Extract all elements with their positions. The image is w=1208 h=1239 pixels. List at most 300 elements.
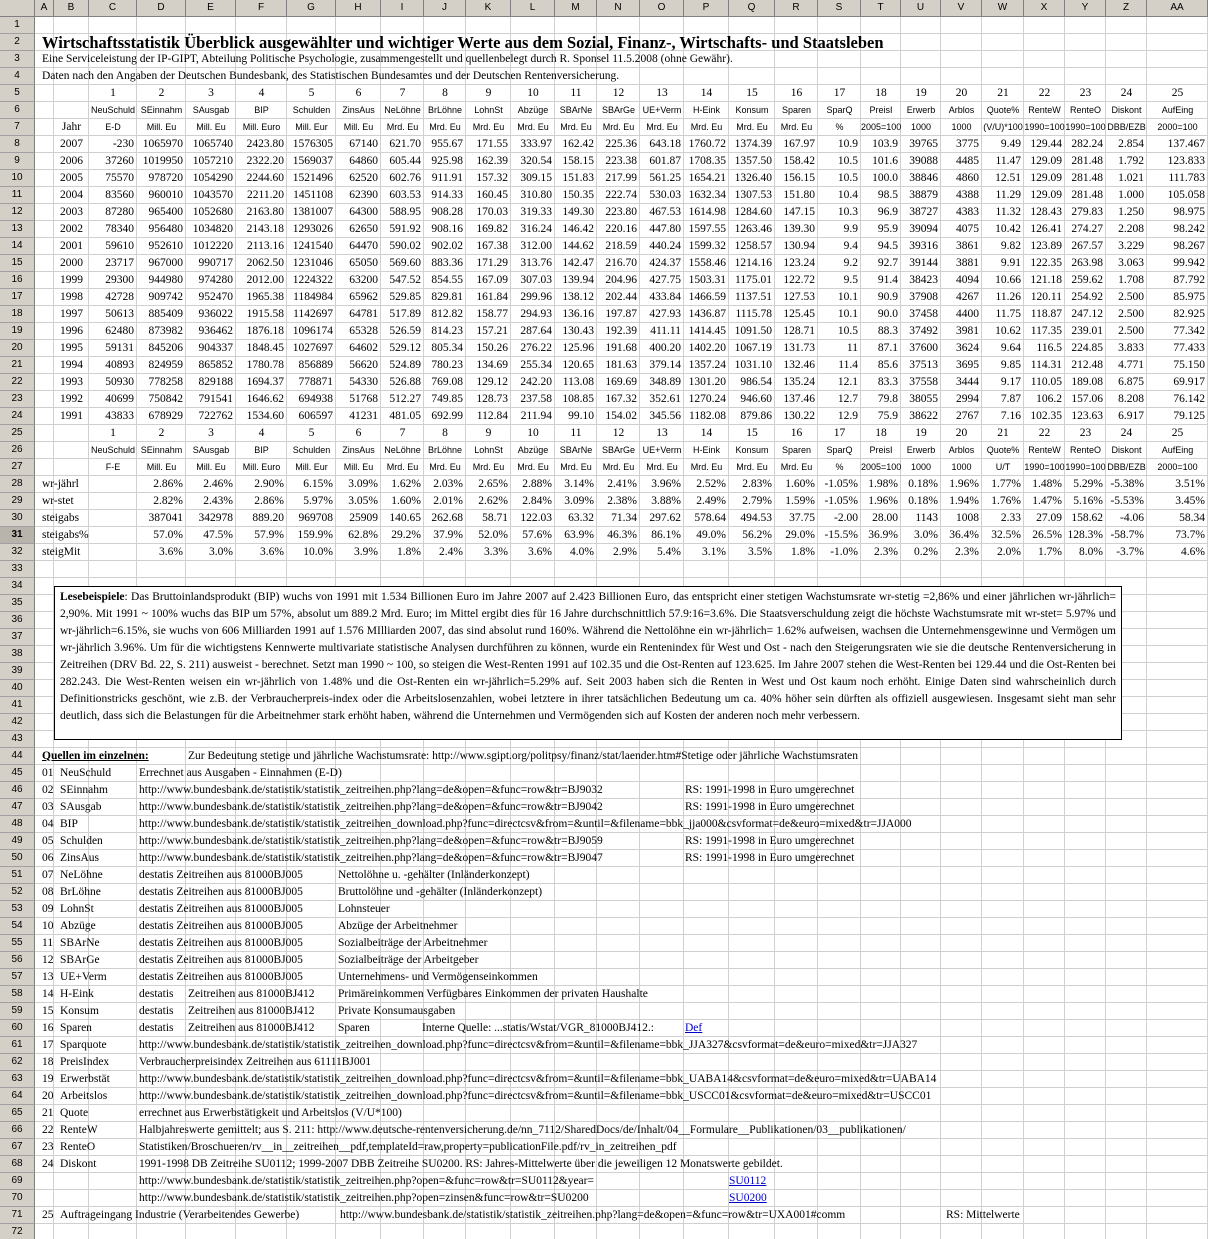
stat-cell[interactable]: 2.52% (696, 478, 726, 490)
stat-cell[interactable]: 1.77% (991, 478, 1021, 490)
row-header-17[interactable]: 17 (0, 289, 35, 306)
stat-cell[interactable]: -3.7% (1116, 546, 1144, 558)
data-cell[interactable]: 909742 (148, 291, 183, 303)
series-name-header[interactable]: LohnSt (474, 445, 503, 455)
data-cell[interactable]: 64300 (349, 206, 378, 218)
data-cell[interactable]: 112.84 (476, 410, 508, 422)
stat-cell[interactable]: 2.49% (696, 495, 726, 507)
data-cell[interactable]: 162.42 (562, 138, 594, 150)
data-cell[interactable]: 110.05 (1030, 376, 1062, 388)
data-cell[interactable]: 79.125 (1173, 410, 1205, 422)
row-header-43[interactable]: 43 (0, 731, 35, 748)
unit-header[interactable]: Mrd. Eu (560, 122, 592, 132)
data-cell[interactable]: 1184984 (293, 291, 333, 303)
stat-cell[interactable]: 3.09% (564, 495, 594, 507)
data-cell[interactable]: 1057210 (192, 155, 233, 167)
stat-cell[interactable]: 1.48% (1032, 478, 1062, 490)
data-cell[interactable]: 1284.60 (734, 206, 772, 218)
stat-cell[interactable]: 3.6% (260, 546, 284, 558)
stat-cell[interactable]: 494.53 (740, 512, 772, 524)
data-cell[interactable]: 90.9 (877, 291, 898, 303)
data-cell[interactable]: 123.833 (1167, 155, 1205, 167)
unit-header[interactable]: Mrd. Eu (780, 462, 813, 472)
data-cell[interactable]: 282.24 (1071, 138, 1103, 150)
data-cell[interactable]: 530.03 (649, 189, 681, 201)
data-cell[interactable]: 98.5 (877, 189, 898, 201)
year-cell[interactable]: 1992 (60, 393, 83, 405)
data-cell[interactable]: 10.66 (995, 274, 1021, 286)
data-cell[interactable]: 9.5 (843, 274, 858, 286)
series-name-header[interactable]: Sparen (781, 105, 812, 115)
stat-label[interactable]: steigMit (42, 546, 81, 558)
row-header-47[interactable]: 47 (0, 799, 35, 816)
data-cell[interactable]: 162.39 (476, 155, 508, 167)
data-cell[interactable]: 62480 (105, 325, 134, 337)
stat-cell[interactable]: 158.62 (1071, 512, 1103, 524)
stat-cell[interactable]: 1.59% (785, 495, 815, 507)
column-number[interactable]: 20 (955, 427, 968, 439)
data-cell[interactable]: 4383 (956, 206, 979, 218)
source-note[interactable]: Lohnsteuer (338, 903, 390, 915)
data-cell[interactable]: 96.9 (877, 206, 898, 218)
data-cell[interactable]: 1521496 (292, 172, 333, 184)
source-number[interactable]: 11 (42, 937, 54, 949)
row-header-54[interactable]: 54 (0, 918, 35, 935)
data-cell[interactable]: 2423.80 (246, 138, 284, 150)
unit-header[interactable]: Mill. Eur (295, 122, 328, 132)
series-name-header[interactable]: SparQ (826, 445, 853, 455)
data-cell[interactable]: 225.36 (605, 138, 637, 150)
column-number[interactable]: 10 (527, 87, 539, 99)
data-cell[interactable]: 237.58 (520, 393, 552, 405)
stat-cell[interactable]: 3.45% (1175, 495, 1205, 507)
source-series-name[interactable]: PreisIndex (60, 1056, 110, 1068)
column-header-b[interactable]: B (54, 0, 89, 17)
data-cell[interactable]: 158.77 (476, 308, 508, 320)
data-cell[interactable]: 87280 (105, 206, 134, 218)
data-cell[interactable]: 467.53 (649, 206, 681, 218)
data-cell[interactable]: 9.49 (1000, 138, 1021, 150)
data-cell[interactable]: 129.44 (1030, 138, 1062, 150)
data-cell[interactable]: 149.30 (562, 206, 594, 218)
data-cell[interactable]: 814.23 (431, 325, 463, 337)
unit-header[interactable]: Mrd. Eu (472, 122, 505, 132)
data-cell[interactable]: 427.93 (649, 308, 681, 320)
data-cell[interactable]: 307.03 (520, 274, 552, 286)
row-header-68[interactable]: 68 (0, 1156, 35, 1173)
column-number[interactable]: 23 (1079, 427, 1092, 439)
data-cell[interactable]: 333.97 (520, 138, 552, 150)
stat-cell[interactable]: 58.34 (1179, 512, 1205, 524)
stat-label[interactable]: wr-stet (42, 495, 74, 507)
data-cell[interactable]: 157.06 (1071, 393, 1103, 405)
data-cell[interactable]: 2.854 (1118, 138, 1144, 150)
source-text[interactable]: destatis Zeitreihen aus 81000BJ005 (139, 903, 303, 915)
column-number[interactable]: 7 (399, 87, 406, 99)
data-cell[interactable]: 77.342 (1173, 325, 1205, 337)
data-cell[interactable]: 9.82 (1000, 240, 1021, 252)
data-cell[interactable]: 11.4 (838, 359, 858, 371)
row-header-41[interactable]: 41 (0, 697, 35, 714)
data-cell[interactable]: 1142697 (293, 308, 333, 320)
source-text[interactable]: errechnet aus Erwerbstätigkeit und Arbeitslos (V/U*100) (139, 1107, 402, 1119)
year-cell[interactable]: 1991 (60, 410, 83, 422)
unit-header[interactable]: Mrd. Eu (429, 462, 461, 472)
data-cell[interactable]: 37600 (909, 342, 938, 354)
data-cell[interactable]: 101.6 (872, 155, 898, 167)
stat-cell[interactable]: 71.34 (611, 512, 637, 524)
data-cell[interactable]: 223.80 (605, 206, 637, 218)
data-cell[interactable]: 1224322 (292, 274, 333, 286)
data-cell[interactable]: 9.64 (1000, 342, 1021, 354)
data-cell[interactable]: 427.75 (649, 274, 681, 286)
data-cell[interactable]: 6.875 (1118, 376, 1144, 388)
series-name-header[interactable]: Quote% (986, 105, 1020, 115)
data-cell[interactable]: 121.18 (1030, 274, 1062, 286)
data-cell[interactable]: 7.87 (1000, 393, 1021, 405)
data-cell[interactable]: 1.250 (1118, 206, 1144, 218)
data-cell[interactable]: 12.1 (837, 376, 858, 388)
data-cell[interactable]: 1293026 (292, 223, 333, 235)
series-name-header[interactable]: SBArNe (559, 105, 593, 115)
row-header-12[interactable]: 12 (0, 204, 35, 221)
source-note[interactable]: Private Konsumausgaben (338, 1005, 456, 1017)
data-cell[interactable]: 100.0 (872, 172, 898, 184)
data-cell[interactable]: 9.91 (1000, 257, 1021, 269)
series-name-header[interactable]: Schulden (292, 445, 331, 455)
row-header-65[interactable]: 65 (0, 1105, 35, 1122)
column-number[interactable]: 21 (997, 87, 1009, 99)
data-cell[interactable]: 10.5 (837, 155, 858, 167)
data-cell[interactable]: 352.61 (649, 393, 681, 405)
data-cell[interactable]: 171.29 (476, 257, 508, 269)
column-number[interactable]: 13 (656, 427, 668, 439)
row-header-2[interactable]: 2 (0, 34, 35, 51)
column-header-aa[interactable]: AA (1147, 0, 1208, 17)
data-cell[interactable]: 142.47 (562, 257, 594, 269)
source-text[interactable]: Verbraucherpreisindex Zeitreihen aus 61111BJ001 (139, 1056, 372, 1068)
stat-cell[interactable]: 1.76% (991, 495, 1021, 507)
row-header-21[interactable]: 21 (0, 357, 35, 374)
year-cell[interactable]: 2004 (60, 189, 83, 201)
stat-cell[interactable]: 262.68 (431, 512, 463, 524)
data-cell[interactable]: 10.9 (837, 138, 858, 150)
data-cell[interactable]: 605.44 (389, 155, 421, 167)
series-name-header[interactable]: Arblos (948, 105, 975, 115)
series-name-header[interactable]: LohnSt (474, 105, 503, 115)
data-cell[interactable]: 59610 (105, 240, 134, 252)
data-cell[interactable]: 10.3 (837, 206, 858, 218)
series-name-header[interactable]: SparQ (826, 105, 853, 115)
column-number[interactable]: 2 (158, 427, 165, 439)
source-number[interactable]: 15 (42, 1005, 54, 1017)
series-name-header[interactable]: Abzüge (517, 445, 549, 455)
data-cell[interactable]: 856889 (298, 359, 333, 371)
source-text[interactable]: http://www.bundesbank.de/statistik/statistik_zeitreihen_download.php?func=directcsv&from=&until=&filename=bbk_USCC01&csvformat=de&euro=mixed&tr=USCC01 (139, 1090, 932, 1102)
stat-cell[interactable]: -1.0% (830, 546, 858, 558)
data-cell[interactable]: 313.76 (520, 257, 552, 269)
row-header-32[interactable]: 32 (0, 544, 35, 561)
column-number[interactable]: 9 (485, 87, 492, 99)
data-cell[interactable]: 65962 (349, 291, 378, 303)
data-cell[interactable]: 601.87 (649, 155, 681, 167)
source-note[interactable]: RS: 1991-1998 in Euro umgerechnet (685, 852, 855, 864)
unit-header[interactable]: E-D (105, 122, 121, 132)
row-header-8[interactable]: 8 (0, 136, 35, 153)
series-name-header[interactable]: PreisI (869, 445, 893, 455)
source-note[interactable]: Interne Quelle: ...statis/Wstat/VGR_81000BJ412.: (422, 1022, 654, 1034)
data-cell[interactable]: 2322.20 (246, 155, 284, 167)
data-cell[interactable]: 294.93 (520, 308, 552, 320)
data-cell[interactable]: 191.68 (605, 342, 637, 354)
data-cell[interactable]: 1654.21 (688, 172, 726, 184)
data-cell[interactable]: 128.71 (783, 325, 815, 337)
series-name-header[interactable]: NeuSchuld (90, 105, 136, 115)
column-number[interactable]: 4 (258, 427, 265, 439)
data-cell[interactable]: 1.021 (1118, 172, 1144, 184)
data-cell[interactable]: 3861 (956, 240, 979, 252)
data-cell[interactable]: 151.80 (783, 189, 815, 201)
select-all-corner[interactable] (0, 0, 35, 17)
data-cell[interactable]: 1646.62 (246, 393, 284, 405)
data-cell[interactable]: 239.01 (1071, 325, 1103, 337)
data-cell[interactable]: 39094 (909, 223, 938, 235)
series-name-header[interactable]: SEinnahm (140, 445, 183, 455)
year-cell[interactable]: 2000 (60, 257, 83, 269)
source-series-name[interactable]: LohnSt (60, 903, 94, 915)
row-header-66[interactable]: 66 (0, 1122, 35, 1139)
data-cell[interactable]: 2113.16 (247, 240, 284, 252)
data-cell[interactable]: 108.85 (562, 393, 594, 405)
column-number[interactable]: 15 (746, 87, 758, 99)
data-cell[interactable]: 132.46 (783, 359, 815, 371)
unit-header[interactable]: (V/U)*100 (983, 122, 1023, 132)
data-cell[interactable]: 129.09 (1030, 172, 1062, 184)
data-cell[interactable]: 64860 (349, 155, 378, 167)
stat-cell[interactable]: 2.3% (874, 546, 898, 558)
data-cell[interactable]: 529.85 (389, 291, 421, 303)
data-cell[interactable]: 167.97 (783, 138, 815, 150)
data-cell[interactable]: 2012.00 (246, 274, 284, 286)
stat-cell[interactable]: 2.4% (439, 546, 463, 558)
data-cell[interactable]: 299.96 (520, 291, 552, 303)
row-header-29[interactable]: 29 (0, 493, 35, 510)
series-name-header[interactable]: BIP (254, 105, 269, 115)
source-number[interactable]: 22 (42, 1124, 54, 1136)
row-header-31[interactable]: 31 (0, 527, 35, 544)
data-cell[interactable]: 56620 (349, 359, 378, 371)
series-name-header[interactable]: BIP (254, 445, 269, 455)
stat-cell[interactable]: 1.7% (1038, 546, 1062, 558)
row-header-36[interactable]: 36 (0, 612, 35, 629)
stat-cell[interactable]: 3.88% (651, 495, 681, 507)
row-header-63[interactable]: 63 (0, 1071, 35, 1088)
data-cell[interactable]: 1381007 (292, 206, 333, 218)
data-cell[interactable]: 845206 (148, 342, 183, 354)
column-number[interactable]: 3 (208, 87, 214, 99)
row-header-71[interactable]: 71 (0, 1207, 35, 1224)
source-note[interactable]: Nettolöhne u. -gehälter (Inländerkonzept) (338, 869, 530, 881)
year-cell[interactable]: 1998 (60, 291, 83, 303)
data-cell[interactable]: 136.16 (562, 308, 594, 320)
row-header-64[interactable]: 64 (0, 1088, 35, 1105)
column-header-x[interactable]: X (1024, 0, 1065, 17)
data-cell[interactable]: 11.47 (995, 155, 1021, 167)
column-number[interactable]: 13 (656, 87, 668, 99)
row-header-49[interactable]: 49 (0, 833, 35, 850)
source-number[interactable]: 20 (42, 1090, 54, 1102)
data-cell[interactable]: 38846 (909, 172, 938, 184)
column-number[interactable]: 14 (700, 427, 713, 439)
stat-cell[interactable]: 2.90% (254, 478, 284, 490)
data-cell[interactable]: 114.31 (1030, 359, 1062, 371)
column-number[interactable]: 4 (258, 87, 265, 99)
data-cell[interactable]: 936462 (198, 325, 233, 337)
column-number[interactable]: 5 (308, 427, 315, 439)
column-number[interactable]: 14 (700, 87, 713, 99)
data-cell[interactable]: 643.18 (649, 138, 681, 150)
stat-cell[interactable]: 29.2% (391, 529, 421, 541)
row-header-52[interactable]: 52 (0, 884, 35, 901)
data-cell[interactable]: 348.89 (649, 376, 681, 388)
data-cell[interactable]: 400.20 (649, 342, 681, 354)
unit-header[interactable]: U/T (995, 462, 1011, 472)
row-header-62[interactable]: 62 (0, 1054, 35, 1071)
row-header-46[interactable]: 46 (0, 782, 35, 799)
data-cell[interactable]: 64781 (349, 308, 378, 320)
source-text[interactable]: destatis (139, 1022, 174, 1034)
column-header-q[interactable]: Q (729, 0, 775, 17)
data-cell[interactable]: 2211.20 (247, 189, 284, 201)
series-name-header[interactable]: NeLöhne (384, 445, 421, 455)
data-cell[interactable]: 147.15 (783, 206, 815, 218)
data-cell[interactable]: 12.51 (995, 172, 1021, 184)
source-series-name[interactable]: BrLöhne (60, 886, 101, 898)
data-cell[interactable]: 411.11 (650, 325, 681, 337)
source-series-name[interactable]: Arbeitslos (60, 1090, 108, 1102)
year-cell[interactable]: 1999 (60, 274, 83, 286)
data-cell[interactable]: 2143.18 (246, 223, 284, 235)
data-cell[interactable]: 4485 (956, 155, 979, 167)
stat-cell[interactable]: 3.5% (748, 546, 772, 558)
data-cell[interactable]: 11.75 (995, 308, 1021, 320)
column-header-s[interactable]: S (818, 0, 861, 17)
source-note[interactable]: RS: 1991-1998 in Euro umgerechnet (685, 801, 855, 813)
column-header-l[interactable]: L (511, 0, 555, 17)
data-cell[interactable]: 2244.60 (246, 172, 284, 184)
series-name-header[interactable]: Schulden (292, 105, 331, 115)
data-cell[interactable]: 1027697 (292, 342, 333, 354)
column-number[interactable]: 12 (612, 427, 625, 439)
data-cell[interactable]: 99.942 (1173, 257, 1205, 269)
data-cell[interactable]: 1915.58 (246, 308, 284, 320)
data-cell[interactable]: 287.64 (520, 325, 552, 337)
unit-header[interactable]: 2000=100 (1157, 462, 1198, 472)
unit-header[interactable]: Mill. Eu (196, 462, 226, 472)
data-cell[interactable]: 829188 (198, 376, 233, 388)
row-header-60[interactable]: 60 (0, 1020, 35, 1037)
row-header-13[interactable]: 13 (0, 221, 35, 238)
stat-cell[interactable]: 3.0% (914, 529, 938, 541)
unit-header[interactable]: Mrd. Eu (386, 122, 419, 132)
series-name-header[interactable]: SBArGe (601, 105, 635, 115)
data-cell[interactable]: 561.25 (649, 172, 681, 184)
data-cell[interactable]: 911.91 (431, 172, 463, 184)
source-text[interactable]: destatis Zeitreihen aus 81000BJ005 (139, 869, 303, 881)
data-cell[interactable]: 197.87 (605, 308, 637, 320)
data-cell[interactable]: 9.4 (843, 240, 858, 252)
data-cell[interactable]: 1182.08 (689, 410, 726, 422)
source-text[interactable]: http://www.bundesbank.de/statistik/statistik_zeitreihen.php?open=&func=row&tr=SU0112&year= (139, 1175, 594, 1187)
stat-cell[interactable]: 27.09 (1036, 512, 1062, 524)
series-name-header[interactable]: AufEing (1161, 105, 1194, 115)
data-cell[interactable]: 512.27 (389, 393, 421, 405)
series-name-header[interactable]: SBArNe (559, 445, 593, 455)
source-series-name[interactable]: SEinnahm (60, 784, 108, 796)
stat-cell[interactable]: 62.8% (348, 529, 378, 541)
stat-cell[interactable]: 3.51% (1175, 478, 1205, 490)
stat-cell[interactable]: 1.96% (949, 478, 979, 490)
data-cell[interactable]: 137.46 (783, 393, 815, 405)
source-text[interactable]: http://www.bundesbank.de/statistik/statistik_zeitreihen.php?lang=de&open=&func=row&tr=BJ9047 (139, 852, 603, 864)
data-cell[interactable]: 1965.38 (246, 291, 284, 303)
stat-cell[interactable]: 10.0% (303, 546, 333, 558)
year-cell[interactable]: 1997 (60, 308, 83, 320)
stat-cell[interactable]: 1.60% (391, 495, 421, 507)
source-text[interactable]: Zeitreihen aus 81000BJ412 (188, 988, 315, 1000)
data-cell[interactable]: 158.42 (783, 155, 815, 167)
unit-header[interactable]: Mill. Eur (295, 462, 328, 472)
stat-cell[interactable]: 2.65% (478, 478, 508, 490)
stat-cell[interactable]: 58.71 (482, 512, 508, 524)
data-cell[interactable]: 946.60 (740, 393, 772, 405)
stat-cell[interactable]: 73.7% (1175, 529, 1205, 541)
unit-header[interactable]: 1990=100 (1024, 462, 1065, 472)
column-number[interactable]: 18 (875, 427, 887, 439)
column-number[interactable]: 20 (955, 87, 968, 99)
data-cell[interactable]: 4075 (956, 223, 979, 235)
column-header-d[interactable]: D (137, 0, 186, 17)
data-cell[interactable]: 54330 (349, 376, 378, 388)
data-cell[interactable]: 38423 (909, 274, 938, 286)
stat-cell[interactable]: 1.47% (1032, 495, 1062, 507)
data-cell[interactable]: 242.20 (520, 376, 552, 388)
data-cell[interactable]: 127.53 (783, 291, 815, 303)
stat-cell[interactable]: 3.3% (484, 546, 508, 558)
source-text[interactable]: destatis Zeitreihen aus 81000BJ005 (139, 937, 303, 949)
data-cell[interactable]: 621.70 (389, 138, 421, 150)
data-cell[interactable]: 64602 (349, 342, 378, 354)
data-cell[interactable]: 10.1 (837, 291, 858, 303)
row-header-14[interactable]: 14 (0, 238, 35, 255)
data-cell[interactable]: 79.8 (877, 393, 898, 405)
stat-cell[interactable]: 57.9% (254, 529, 284, 541)
data-cell[interactable]: 2767 (956, 410, 979, 422)
source-number[interactable]: 18 (42, 1056, 54, 1068)
stat-cell[interactable]: 2.86% (254, 495, 284, 507)
data-cell[interactable]: 1760.72 (688, 138, 726, 150)
data-cell[interactable]: 87.792 (1173, 274, 1205, 286)
series-name-header[interactable]: Erwerb (906, 105, 936, 115)
series-name-header[interactable]: H-Eink (692, 445, 720, 455)
data-cell[interactable]: 85.6 (877, 359, 898, 371)
data-cell[interactable]: 98.242 (1173, 223, 1205, 235)
data-cell[interactable]: 4.771 (1118, 359, 1144, 371)
row-header-6[interactable]: 6 (0, 102, 35, 119)
series-name-header[interactable]: Konsum (735, 105, 769, 115)
stat-cell[interactable]: -4.06 (1120, 512, 1144, 524)
source-series-name[interactable]: Sparen (60, 1022, 92, 1034)
